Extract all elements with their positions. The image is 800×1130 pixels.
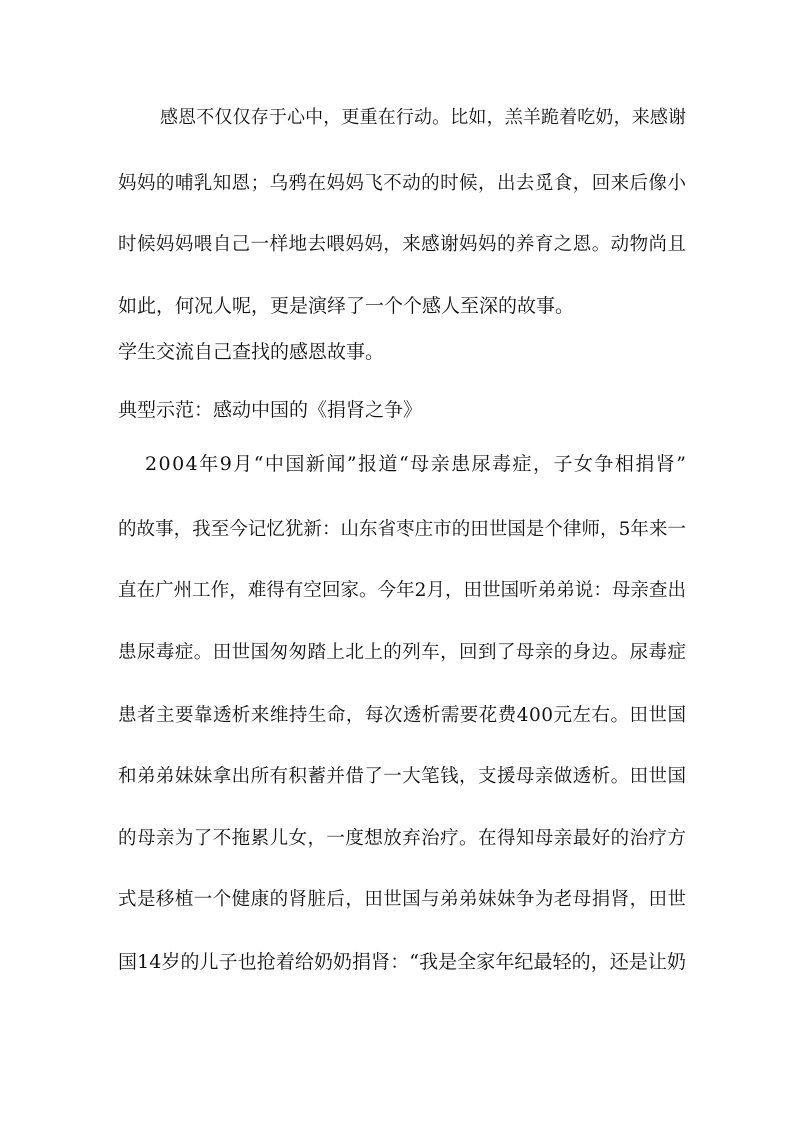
paragraph-1-line-4: 如此，何况人呢，更是演绎了一个个感人至深的故事。 <box>118 295 575 317</box>
paragraph-2-line-3: 直在广州工作，难得有空回家。今年2月，田世国听弟弟说：母亲查出 <box>118 580 687 601</box>
paragraph-1-line-1: 感恩不仅仅存于心中，更重在行动。比如，羔羊跪着吃奶，来感谢 <box>160 107 687 128</box>
paragraph-1-line-3: 时候妈妈喂自己一样地去喂妈妈，来感谢妈妈的养育之恩。动物尚且 <box>118 234 687 255</box>
paragraph-2-line-7: 的母亲为了不拖累儿女，一度想放弃治疗。在得知母亲最好的治疗方 <box>118 828 687 849</box>
paragraph-2-line-4: 患尿毒症。田世国匆匆踏上北上的列车，回到了母亲的身边。尿毒症 <box>118 642 687 663</box>
paragraph-2-line-5: 患者主要靠透析来维持生命，每次透析需要花费400元左右。田世国 <box>118 705 687 726</box>
paragraph-2-line-6: 和弟弟妹妹拿出所有积蓄并借了一大笔钱，支援母亲做透析。田世国 <box>118 766 687 787</box>
paragraph-2-line-2: 的故事，我至今记忆犹新：山东省枣庄市的田世国是个律师，5年来一 <box>118 519 687 540</box>
example-heading: 典型示范：感动中国的《捐肾之争》 <box>118 399 423 421</box>
student-activity-line: 学生交流自己查找的感恩故事。 <box>118 341 385 363</box>
paragraph-2-line-9: 国14岁的儿子也抢着给奶奶捐肾：“我是全家年纪最轻的，还是让奶 <box>118 951 687 973</box>
paragraph-2-line-8: 式是移植一个健康的肾脏后，田世国与弟弟妹妹争为老母捐肾，田世 <box>118 889 687 910</box>
paragraph-1-line-2: 妈妈的哺乳知恩；乌鸦在妈妈飞不动的时候，出去觅食，回来后像小 <box>118 173 687 194</box>
paragraph-2-line-1: 2004年9月“中国新闻”报道“母亲患尿毒症，子女争相捐肾” <box>145 453 688 475</box>
